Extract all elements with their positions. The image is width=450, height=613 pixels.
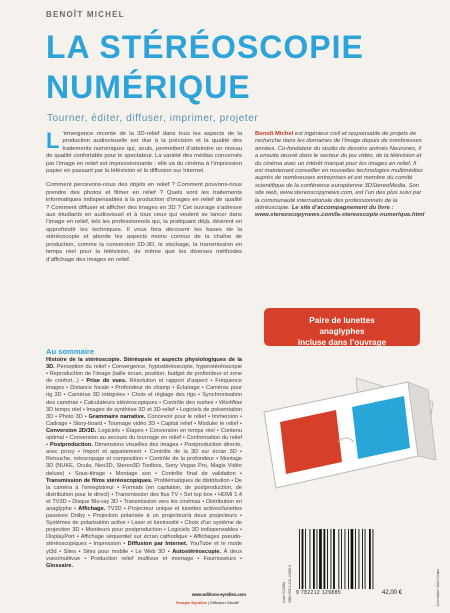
author-name: BENOÎT MICHEL bbox=[46, 10, 125, 19]
barcode-image bbox=[295, 521, 375, 601]
summary-text-run: Logiciels • Étapes • Conversion en temps réel • Contenu optimal • Conversion au secours du tournage en relief • Conformation du relief • bbox=[46, 427, 242, 449]
title-line-1: LA STÉRÉOSCOPIE bbox=[46, 29, 364, 65]
barcode-bar bbox=[369, 529, 371, 589]
barcode-digits: 9 782212 129885 bbox=[296, 590, 341, 596]
summary-heading-run: Transmission de films stéréoscopiques. bbox=[46, 477, 153, 484]
bio-text: est ingénieur civil et responsable de projets de recherche dans les domaines de l’image depuis de nombreuses années. Co-fondateur du studio de dessins animés Neurones, il a ensuite œuvré dans le secteur du jeu vidéo, de la télévision et du cinéma avec un intérêt marqué pour les images en relief. Il est maintenant conseiller en nouvelles technologies multimédias auprès de nombreuses entreprises et est membre du comité scientifique de la conférence européenne 3DStereoMedia. Son site web, www.stereoscopynews.com, est l’un des plus suivi par la communauté internationale des professionnels de la stéréoscopie. bbox=[255, 131, 423, 212]
summary-heading-run: Conversion 2D/3D. bbox=[46, 427, 97, 434]
barcode-bar bbox=[333, 529, 335, 589]
product-code: Code G12988 bbox=[282, 581, 286, 603]
publisher-line: Groupe Eyrolles | Diffusion Geodif bbox=[176, 600, 239, 605]
barcode-bar bbox=[319, 529, 322, 589]
intro-paragraph-1 bbox=[46, 128, 242, 175]
subtitle: Tourner, éditer, diffuser, imprimer, projeter bbox=[47, 113, 259, 124]
summary-heading-run: Affichage. bbox=[78, 505, 106, 512]
design-credit: Conception Nord Compo bbox=[436, 568, 440, 606]
summary-heading-run: Glossaire. bbox=[46, 562, 74, 569]
barcode-bar bbox=[362, 529, 363, 589]
glasses-badge bbox=[264, 308, 420, 346]
summary-heading-run: Postproduction. bbox=[49, 442, 93, 449]
barcode-bar bbox=[327, 529, 328, 589]
barcode-bar bbox=[317, 529, 318, 589]
barcode-bar bbox=[299, 529, 300, 589]
intro-paragraph-2: Comment percevons-nous des objets en relief ? Comment pouvons-nous prendre des photos et filmer en relief ? Quels sont les traitements informatiques indispensables à la production d’images en relief de qualité ? Comment diffuser et afficher des images en 3D ? Cet ouvrage s’adresse aux étudiants en audiovisuel et à tous ceux qui veulent se lancer dans l’image en relief, tels les professionnels qui, la pratiquant déjà, désirent en approfondir les techniques. Il vous fera découvrir les bases de la stéréoscopie et aborde les aspects moins connus de la chaîne de production, comme la conversion 2D-3D, le stockage, la transmission en temps réel pour la télévision, de même que les diverses méthodes d’affichage des images en relief. bbox=[46, 182, 242, 263]
anaglyph-glasses-image bbox=[258, 360, 438, 510]
badge-line-2: anaglyphes bbox=[319, 327, 365, 336]
barcode-bar bbox=[359, 529, 360, 589]
barcode-bar bbox=[331, 529, 332, 589]
publisher-group: Groupe Eyrolles bbox=[176, 600, 207, 605]
summary-heading-run: Diffusion par Internet. bbox=[127, 541, 188, 548]
summary-heading-run: Autostéréoscopie. bbox=[172, 548, 222, 555]
summary-italic-run: Workflow bbox=[219, 399, 242, 406]
author-bio bbox=[255, 131, 425, 220]
barcode-bar bbox=[348, 529, 349, 589]
intro-paragraph-1-text: ’émergence récente de la 3D-relief dans tous les aspects de la production audiovisuelle est due à la précision et la qualité des traitements numériques qui, seuls, permettent d’atteindre un niveau de qualité confortable pour le spectateur. La variété des médias concernés par l’image en relief est impressionnante : elle va du cinéma à l’impression papier en passant par la télévision et la diffusion sur Internet. bbox=[46, 131, 242, 175]
barcode-bar bbox=[373, 529, 374, 589]
barcode-bar bbox=[313, 529, 315, 589]
summary-text-run: 3D temps réel • Images de synthèse 3D et 3D-relief • Logiciels de présentation 3D • Photo 3D • bbox=[46, 406, 242, 420]
bio-author-name: Benoît Michel bbox=[255, 131, 294, 137]
summary-text-run: Résolution et rapport d’aspect • Fréquence images • Distance focale • Profondeur de champ • Éclairage • Caméras pour rig 3D • Caméras 3D intégrées • Choix et réglage des rigs • Synchronisation des caméras • Calculateurs stéréoscopiques • Contrôle des rushes • bbox=[46, 378, 243, 406]
summary-heading-run: Grammaire narrative. bbox=[88, 413, 146, 420]
isbn-code: ISBN 978-2-212-12988-5 bbox=[288, 565, 292, 603]
barcode-bar bbox=[351, 529, 354, 589]
summary-text-run: Concevoir pour le relief • Immersion • Cadrage • Story-board • Tournage vidéo 3D • Capital relief • Moduler le relief • bbox=[46, 413, 243, 427]
cyan-lens bbox=[352, 396, 410, 459]
summary-heading-run: Histoire de la stéréoscopie. Stéréopsie et aspects physiologiques de la 3D. bbox=[46, 357, 242, 371]
dropcap: L bbox=[46, 128, 60, 153]
barcode-bar bbox=[338, 529, 339, 589]
barcode-bar bbox=[302, 529, 304, 589]
barcode-bar bbox=[341, 529, 342, 589]
barcode-bar bbox=[310, 529, 311, 589]
summary-text-run: YouTube et le mode yt3d • Sites • Sites pour mobile • Le Web 3D • bbox=[46, 541, 242, 555]
barcode-bar bbox=[355, 529, 356, 589]
summary-text-run: Dimensions visuelles des images • Postproduction directe, avec proxy • Import et appariement • Contrôle de la 3D sur écran 3D • Retouche, rotoscopage et composition • Contrôle de la profondeur • Montage 3D (NUKE, Ocula, Neo3D, Stereo3D Toolbox, Sony Vegas Pro, Magix Vidéo deluxe) • Sous-titrage • Montage son • Contrôle final de validation • bbox=[46, 442, 242, 477]
summary-text-run: Perception du relief • Convergence, hypostéréoscopie, hyperstéréoscopie • Reproduction de l’image (taille écran, position, budget de profondeur et zone de confort...) • bbox=[46, 364, 242, 385]
badge-line-3: incluse dans l’ouvrage bbox=[297, 338, 387, 347]
summary-text-run: TV3D • Projecteur unique et lunettes actives/lunettes passives Dolby • Projection polarisée à un projecteur/à deux projecteurs • Systèmes de polarisation active • Laser et luminosité • Choix d’un système de projection 3D • Moniteurs pour postproduction • Logiciels 3D indispensables • DisplayPort • Affichage séquentiel sur écran cathodique • Affichages pseudo-stéréoscopiques • Impression • bbox=[46, 505, 242, 548]
barcode-bar bbox=[365, 529, 366, 589]
summary-text-run: Problématiques de distribution • De la caméra à l’enregistreur • Formats (en captation, de postproduction, de distribution pour le direct) • Transmission des flux TV • Set top box • HDMI 1.4 et TV3D • Disque Blu-ray 3D • Transmission vers les cinémas • Distribution en anaglyphe • bbox=[46, 477, 242, 512]
bio-site-label: Le site d’accompagnement du livre : bbox=[291, 205, 394, 212]
price: 42,00 € bbox=[382, 590, 403, 596]
summary-heading: Au sommaire bbox=[46, 347, 95, 356]
badge-line-1: Paire de lunettes bbox=[309, 316, 375, 325]
barcode-bar bbox=[345, 529, 346, 589]
barcode-bar bbox=[324, 529, 326, 589]
barcode-bar bbox=[305, 529, 306, 589]
intro-text bbox=[46, 128, 242, 264]
summary-text-run: À deux vues/multivue • Production relief multivue et montage • Fournisseurs • bbox=[46, 548, 242, 562]
title-line-2: NUMÉRIQUE bbox=[46, 69, 251, 105]
publisher-website: www.editions-eyrolles.com bbox=[192, 592, 246, 597]
summary-text bbox=[46, 357, 242, 570]
summary-heading-run: Prise de vues. bbox=[86, 378, 127, 385]
bio-site-url: www.stereoscopynews.com/la-stereoscopie-numerique.html bbox=[255, 212, 425, 219]
publisher-distribution: Diffusion Geodif bbox=[210, 600, 239, 605]
